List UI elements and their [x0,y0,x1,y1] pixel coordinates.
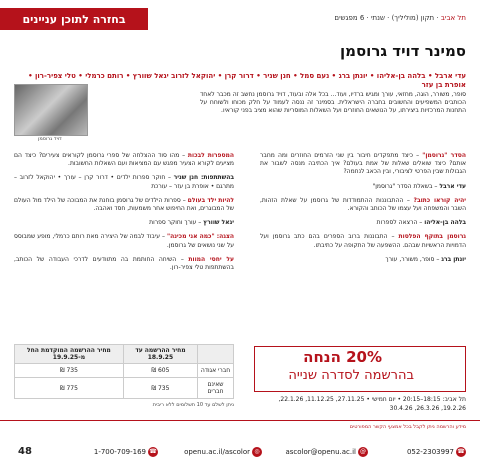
session-item: הסדר "גרוסמן" – כיצד מתפקדים חיבור בין שני הזרמים החוזרים ומה מחבר אותם? כיצד שואלים שאלות של אמת בעולם? איך הכתיבה מנסה לשבור את הגבולות שבין הפרטי לציבורי, ובין הכאב לנחמה? [260,152,466,176]
phone-icon: ☎ [149,448,157,455]
back-to-contents-tab[interactable]: בחזרה לתוכן עניינים [0,8,148,30]
phone-contact[interactable]: ☎ 052-2303997 [406,448,465,456]
price-cell: 735 ₪ [15,364,124,378]
discount-percent: 20% הנחה [303,348,382,366]
session-item: עדי ארבל – בשאלת הסדר "גרוסמן" [372,182,466,190]
price-header-row [15,345,234,364]
price-header: מחיר ההרשמה המוקדמת החל מ‑19.9.25 [15,345,124,364]
session-item: בלהה בן‑אליהו – הרצאה לספרות [376,219,466,227]
author-photo [14,84,88,136]
price-header [198,345,234,364]
price-cell: 605 ₪ [123,364,197,378]
email-icon: @ [360,448,366,455]
table-row [15,364,234,378]
crumb-details: · תקון (מוליליך) · שנתי · 6 מפגשים [334,14,439,22]
session-item: הצגה: "כמה אני מכינה" – עיבוד לבמה של היצירה מאת רותם כרמלי, מופע שמבוסס על שני נושאים של גרוסמן. [14,233,234,249]
globe-icon: ◎ [252,447,262,457]
session-item: גרוסמן בתוקף הפלסות – התבוננות ברוב הספרים בהם כתב גרוסמן ועל הדמויות הראשיות שבהם. ההשפעה של התקופה על כתיבתו. [260,233,466,249]
schedule-dates: תל אביב: 18:15–20:15 • יום חמישי • 27.11.25, 11.12.25, 22.1.26, 19.2.26, 26.3.26, 30.4.26 [278,396,466,412]
page-number: 48 [18,446,32,457]
price-cell: שאינם חברים [198,378,234,399]
breadcrumb [334,14,466,22]
phone-icon: ☎ [457,448,465,455]
session-item: יגאל שוורץ – עורך וחוקר ספרות [149,219,234,227]
session-column-left [14,152,234,278]
session-item: להיות ילד בעולם – ספרות הילדים של גרוסמן בוחנת את המבוכה של הילד מול העולם של המבוגרים, ואת החיפוש אחר משמעות, חסד ואהבה. [14,196,234,213]
session-column-right [260,152,466,270]
session-item: יהיה קוראו כתוב? – ההתבוננות ההתמודדות של גרוסמן על שאלת הזהות, השבר והמשפחה ועל עצמו של הכותב והקורא. [260,196,467,213]
photo-caption: דויד גרוסמן [38,136,62,142]
website-contact[interactable]: ◎ openu.ac.il/ascolor [184,447,262,457]
session-item: על יחסי המוות – השיחה החותמת בה מתוודעים לדרכי העבודה של הכותב, בהשתתפות טלי צפיר‑רון. [14,255,234,272]
price-cell: 735 ₪ [123,378,197,399]
lecturers-list: עדי ארבל • בלהה בן‑אליהו • יונתן ברג • נעם סמל • חנן שניר • דרור קרן • יהוקאל לזרוב יגאל שוורץ • רותם כרמלי • טלי צפיר‑רון • אופרת בן עזר [28,72,466,89]
crumb-city: תל אביב [440,14,466,22]
discount-text: בהרשמה לסדרה שנייה [288,368,414,383]
price-cell: 775 ₪ [15,378,124,399]
session-item: המספרות לבכות – מהו סוד ההצלחה של ספרי גרוסמן לקוראים צעירים? כיצד הם מציעים לקורא הצעיר מפגש עם המציאות ועם השאלות החשובות. [14,152,234,168]
session-item: בהשתתפות: חנן שניר – חוקר ספרות ילדים • דרור קרן – עורך • יהוקאל לזרוב – מתרגם • אופרת בן עזר – עורכת [14,174,234,190]
session-item: יונתן ברג – סופר, משורר, עורך [385,255,466,263]
price-header: מחיר ההרשמה עד 18.9.25 [123,345,197,364]
phone-contact-2[interactable]: ☎ 1-700-709-169 [93,448,157,456]
footer-divider [0,420,480,421]
email-contact[interactable]: @ ascolor@openu.ac.il [285,448,366,456]
footer-note: מידע והרשמה ניתן לקבל בכל אמצעי הקשר המפורטים [349,424,466,430]
price-cell: חברי אגודה [198,364,234,378]
table-row [15,378,234,399]
price-table [14,344,234,399]
payment-note: ניתן לשלם עד 10 תשלומים ללא ריבית [152,402,234,408]
page-title: סמינר דויד גרוסמן [339,42,466,60]
intro-paragraph: סופר, משורר, הוגה, מחזאי, עורך ומגיש ברדיו, ועוד... בכל אלה ובעוד, דויד גרוסמן נחשב זה מכבר לאחד הכותבים המשפיעים והחשובים בחברה הישראלית. בסמינר זה ננסה לעמוד על חלק מכוחו ולשוחח על התחנות המרכזיות ביצירתו, על הנושאים החוזרים ועל השאלות המוסריות שהוא מציב בפני קוראיו. [200,91,466,114]
